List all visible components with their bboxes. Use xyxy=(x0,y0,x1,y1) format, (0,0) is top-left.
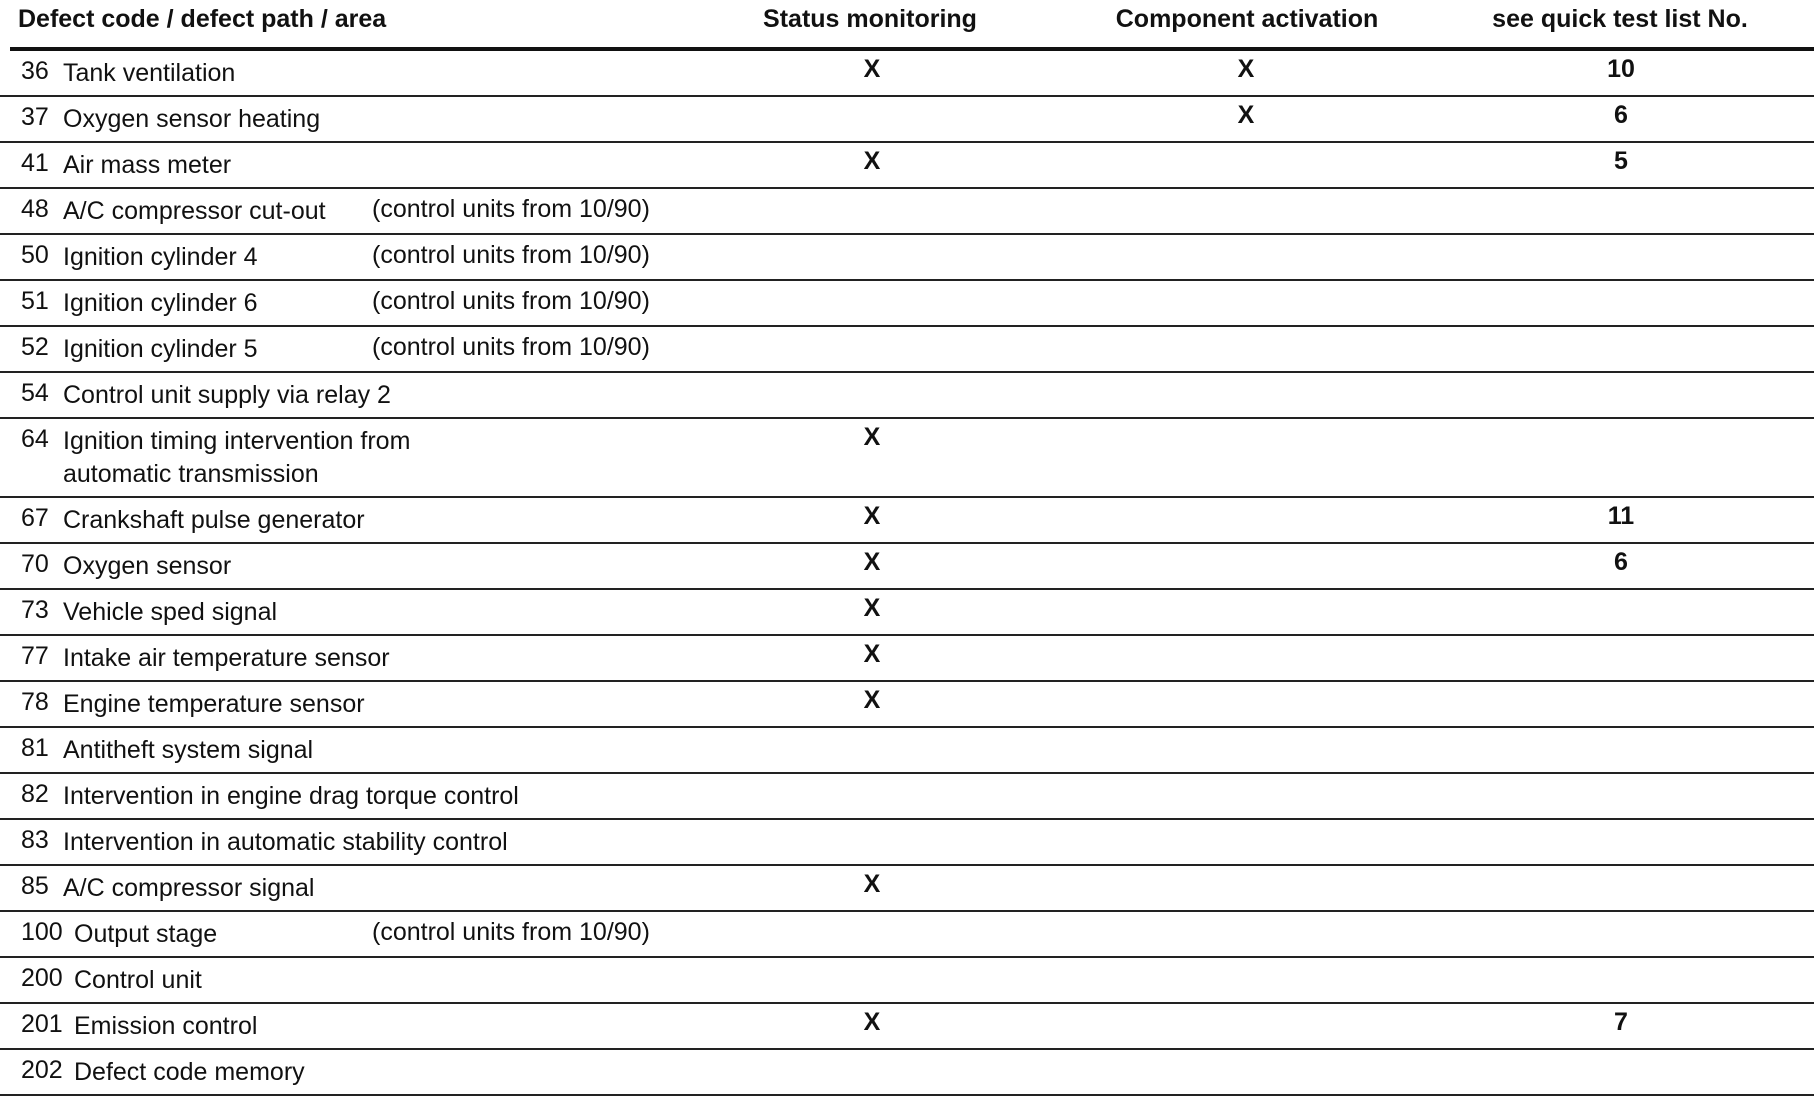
defect-code: 41 xyxy=(21,149,49,177)
table-row xyxy=(0,235,1814,281)
defect-code: 54 xyxy=(21,379,49,407)
table-header xyxy=(0,0,1814,46)
table-row xyxy=(0,682,1814,728)
defect-note: (control units from 10/90) xyxy=(372,333,650,361)
table-row xyxy=(0,774,1814,820)
defect-name: A/C compressor signal xyxy=(63,874,315,902)
status-monitoring-mark: X xyxy=(863,870,881,898)
header-status-monitoring: Status monitoring xyxy=(763,5,977,33)
quick-test-number: 11 xyxy=(1607,502,1635,530)
status-monitoring-mark: X xyxy=(863,548,881,576)
defect-name: Air mass meter xyxy=(63,151,232,179)
quick-test-number: 7 xyxy=(1614,1008,1628,1036)
defect-note: (control units from 10/90) xyxy=(372,287,650,315)
defect-name: Crankshaft pulse generator xyxy=(63,506,365,534)
header-quick-test-list: see quick test list No. xyxy=(1492,5,1748,33)
defect-name: Vehicle sped signal xyxy=(63,598,278,626)
status-monitoring-mark: X xyxy=(863,423,881,451)
defect-name: A/C compressor cut-out xyxy=(63,197,326,225)
defect-code: 48 xyxy=(21,195,49,223)
defect-name: Emission control xyxy=(74,1012,258,1040)
defect-code: 50 xyxy=(21,241,49,269)
defect-name: Defect code memory xyxy=(74,1058,305,1086)
defect-code: 202 xyxy=(21,1056,63,1084)
table-row xyxy=(0,866,1814,912)
table-row xyxy=(0,97,1814,143)
quick-test-number: 6 xyxy=(1614,101,1628,129)
table-row xyxy=(0,728,1814,774)
defect-code: 51 xyxy=(21,287,49,315)
table-row xyxy=(0,820,1814,866)
component-activation-mark: X xyxy=(1237,55,1255,83)
status-monitoring-mark: X xyxy=(863,1008,881,1036)
status-monitoring-mark: X xyxy=(863,147,881,175)
header-component-activation: Component activation xyxy=(1115,5,1379,33)
defect-code: 83 xyxy=(21,826,49,854)
defect-name: Control unit xyxy=(74,966,202,994)
status-monitoring-mark: X xyxy=(863,640,881,668)
defect-name: Oxygen sensor heating xyxy=(63,105,321,133)
defect-name: Ignition timing intervention from automatic transmission xyxy=(63,427,411,488)
status-monitoring-mark: X xyxy=(863,686,881,714)
table-row xyxy=(0,1050,1814,1096)
defect-code: 100 xyxy=(21,918,63,946)
defect-code: 200 xyxy=(21,964,63,992)
defect-name: Oxygen sensor xyxy=(63,552,232,580)
quick-test-number: 5 xyxy=(1614,147,1628,175)
table-row xyxy=(0,636,1814,682)
defect-name: Control unit supply via relay 2 xyxy=(63,381,391,409)
defect-code: 85 xyxy=(21,872,49,900)
defect-code: 67 xyxy=(21,504,49,532)
defect-code: 70 xyxy=(21,550,49,578)
component-activation-mark: X xyxy=(1237,101,1255,129)
defect-name: Antitheft system signal xyxy=(63,736,314,764)
defect-name: Output stage xyxy=(74,920,218,948)
table-row xyxy=(0,498,1814,544)
defect-name: Intake air temperature sensor xyxy=(63,644,390,672)
defect-name: Ignition cylinder 5 xyxy=(63,335,258,363)
defect-code: 52 xyxy=(21,333,49,361)
defect-code: 64 xyxy=(21,425,49,453)
table-row xyxy=(0,281,1814,327)
defect-name: Intervention in automatic stability control xyxy=(63,828,508,856)
table-row xyxy=(0,544,1814,590)
defect-name: Tank ventilation xyxy=(63,59,236,87)
table-row xyxy=(0,143,1814,189)
defect-name: Intervention in engine drag torque control xyxy=(63,782,519,810)
defect-name: Engine temperature sensor xyxy=(63,690,365,718)
status-monitoring-mark: X xyxy=(863,594,881,622)
defect-code: 37 xyxy=(21,103,49,131)
defect-code: 201 xyxy=(21,1010,63,1038)
defect-code: 77 xyxy=(21,642,49,670)
table-row xyxy=(0,958,1814,1004)
table-row xyxy=(0,51,1814,97)
table-row xyxy=(0,373,1814,419)
table-row xyxy=(0,912,1814,958)
defect-note: (control units from 10/90) xyxy=(372,918,650,946)
defect-note: (control units from 10/90) xyxy=(372,195,650,223)
defect-note: (control units from 10/90) xyxy=(372,241,650,269)
header-defect-code: Defect code / defect path / area xyxy=(18,5,387,33)
table-row xyxy=(0,1004,1814,1050)
defect-code: 82 xyxy=(21,780,49,808)
defect-code: 78 xyxy=(21,688,49,716)
defect-name: Ignition cylinder 6 xyxy=(63,289,258,317)
table-row xyxy=(0,590,1814,636)
table-row xyxy=(0,189,1814,235)
table-body xyxy=(0,51,1814,1096)
quick-test-number: 10 xyxy=(1607,55,1635,83)
status-monitoring-mark: X xyxy=(863,55,881,83)
table-row xyxy=(0,327,1814,373)
defect-code: 81 xyxy=(21,734,49,762)
status-monitoring-mark: X xyxy=(863,502,881,530)
defect-code: 73 xyxy=(21,596,49,624)
quick-test-number: 6 xyxy=(1614,548,1628,576)
table-row xyxy=(0,419,1814,498)
defect-name: Ignition cylinder 4 xyxy=(63,243,258,271)
defect-code: 36 xyxy=(21,57,49,85)
